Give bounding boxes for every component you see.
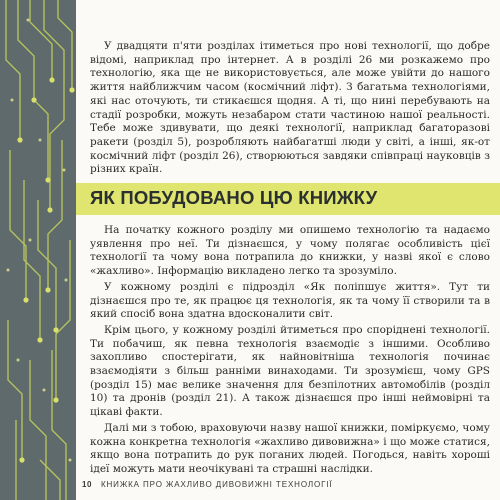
body-paragraph: Крім цього, у кожному розділі йтиметься про споріднені технології. Ти побачиш, як певна технологія взаємодіє з іншими. Особливо захопливо спостерігати, як найновітніша технологія починає взаємодіяти з більш ранніми винаходами. Ти зрозумієш, чому GPS (розділ 15) має велике значення для безпілотних автомобілів (розділ 10) та дронів (розділ 21). А також дізнаєшся про інші неймовірні та цікаві факти. <box>90 323 490 419</box>
page-number: 10 <box>82 480 93 489</box>
page-footer <box>82 480 482 489</box>
intro-text <box>90 40 490 179</box>
body-text <box>90 224 490 479</box>
intro-paragraph: У двадцяти п'яти розділах ітиметься про нові технології, що добре відомі, наприклад про інтернет. А в розділі 26 ми розкажемо про технологію, яка ще не використовується, але може увійти до нашого життя найближчим часом (космічний ліфт). З багатьма технологіями, які нас оточують, ти стикаєшся щодня. А ті, що нині перебувають на стадії розробки, можуть незабаром стати частиною нашої реальності. Тебе може здивувати, що деякі технології, наприклад багаторазові ракети (розділ 5), розробляють найбагатші люди у світі, а інші, як-от космічний ліфт (розділ 26), створюються завдяки співпраці науковців з різних країн. <box>90 40 490 176</box>
section-heading: ЯК ПОБУДОВАНО ЦЮ КНИЖКУ <box>90 187 378 208</box>
body-paragraph: Далі ми з тобою, враховуючи назву нашої книжки, поміркуємо, чому кожна конкретна технологія «жахливо дивовижна» і що може статися, якщо вона потрапить до рук поганих людей. Погодься, навіть хороші ідеї можуть мати неочікувані та страшні наслідки. <box>90 421 490 475</box>
decorative-circuit-band <box>0 0 76 500</box>
body-paragraph: У кожному розділі є підрозділ «Як поліпшує життя». Тут ти дізнаєшся про те, як працює ця технологія, як та чому її створили та в який спосіб вона здатна вдосконалити світ. <box>90 280 490 321</box>
body-paragraph: На початку кожного розділу ми опишемо технологію та надаємо уявлення про неї. Ти дізнаєшся, у чому полягає особливість цієї технології та чому вона потрапила до книжки, у назві якої є слово «жахливо». Інформацію викладено легко та зрозуміло. <box>90 224 490 278</box>
section-heading-band <box>76 183 500 215</box>
running-title: КНИЖКА ПРО ЖАХЛИВО ДИВОВИЖНІ ТЕХНОЛОГІЇ <box>100 480 333 489</box>
circuit-pattern-icon <box>0 0 76 500</box>
